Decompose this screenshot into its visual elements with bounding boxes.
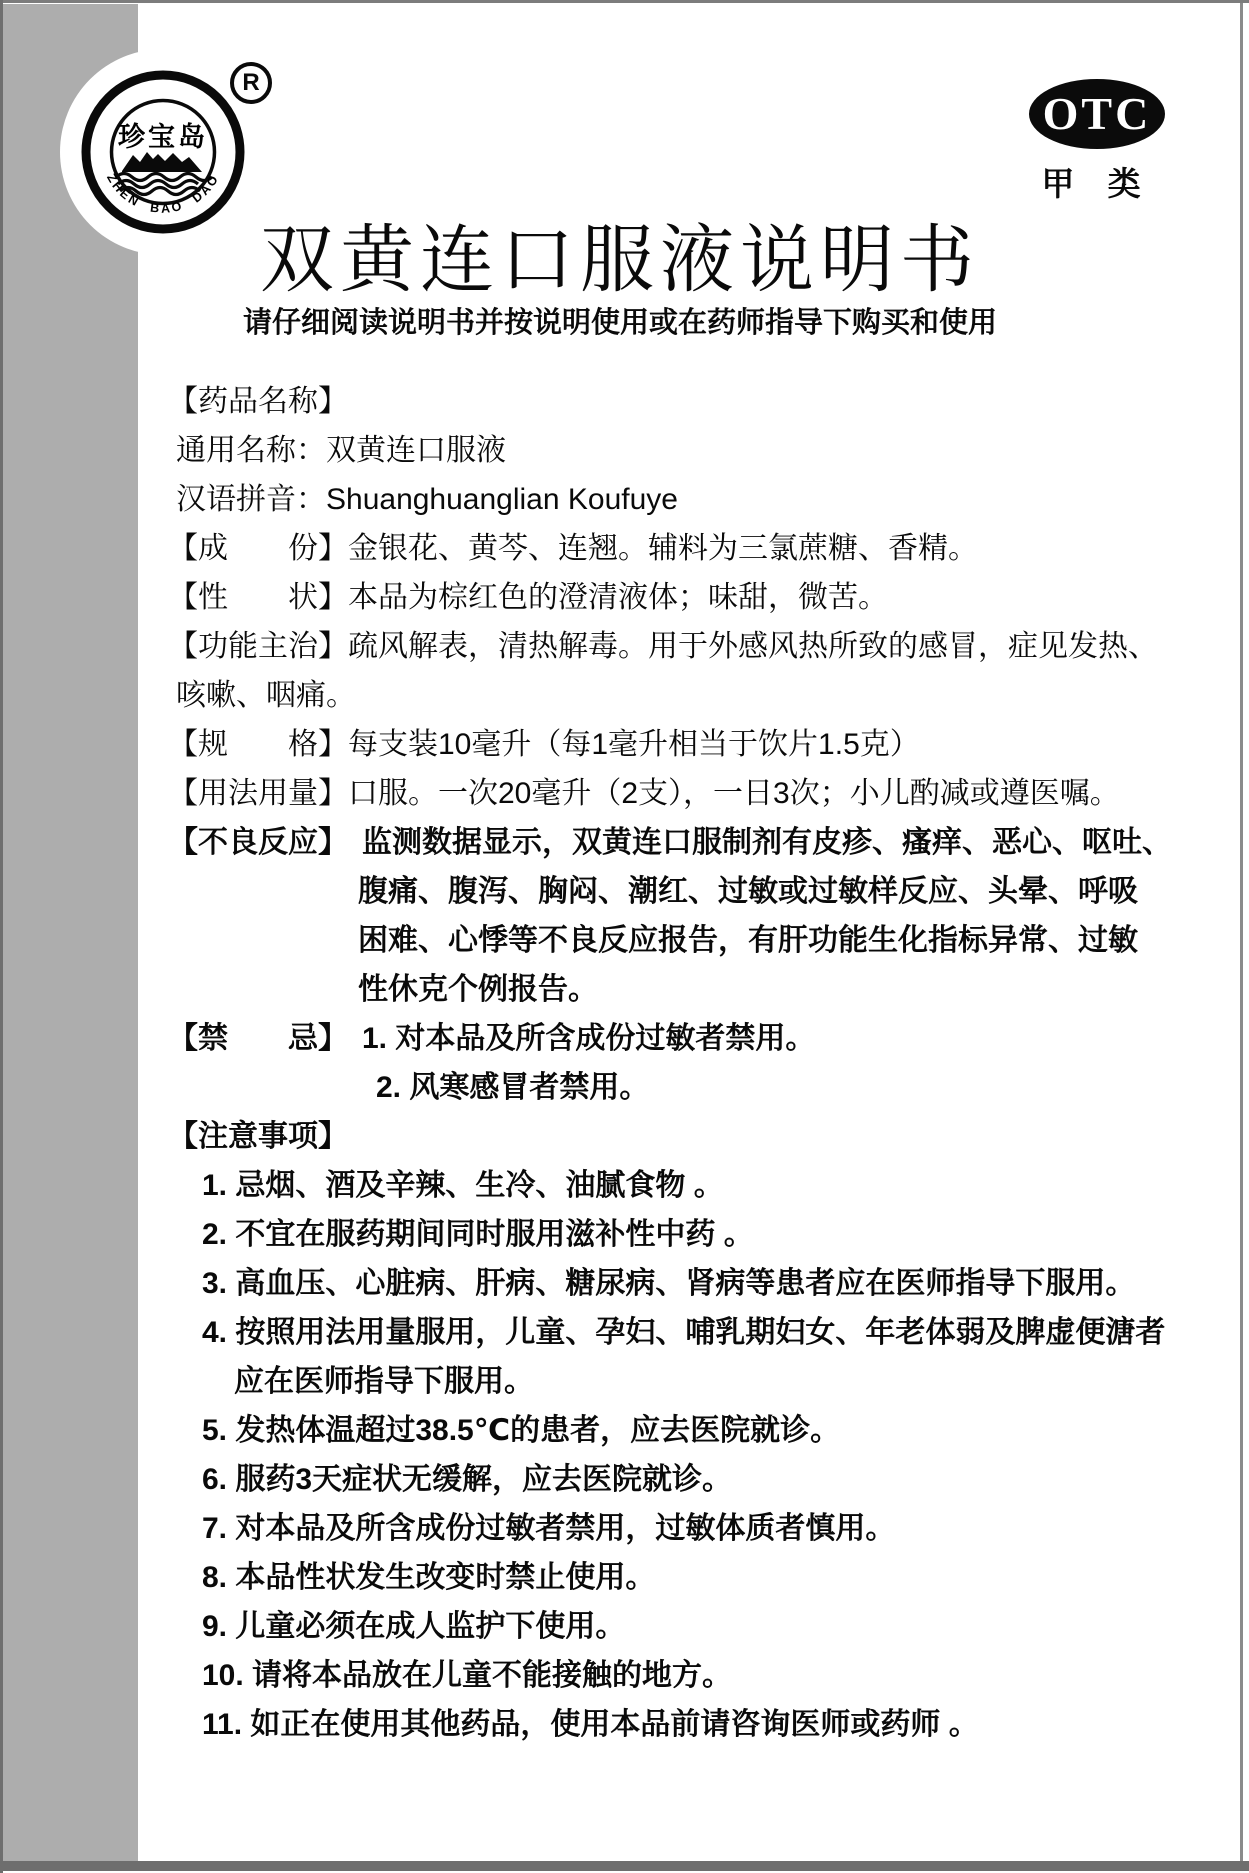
line-text: 4. 按照用法用量服用，儿童、孕妇、哺乳期妇女、年老体弱及脾虚便溏者 bbox=[202, 1316, 1166, 1349]
precaution-item bbox=[168, 1259, 1228, 1308]
line-text: 应在医师指导下服用。 bbox=[234, 1365, 534, 1398]
precaution-item bbox=[168, 1455, 1228, 1504]
section-ingredients bbox=[168, 524, 1228, 573]
section-properties bbox=[168, 573, 1228, 622]
precaution-item bbox=[168, 1210, 1228, 1259]
section-label: 【药品名称】 bbox=[168, 385, 348, 418]
precaution-item bbox=[168, 1553, 1228, 1602]
line-text: 7. 对本品及所含成份过敏者禁用，过敏体质者慎用。 bbox=[202, 1512, 896, 1545]
precaution-item bbox=[168, 1651, 1228, 1700]
section-label: 【成 份】 bbox=[168, 532, 348, 565]
left-gray-sidebar bbox=[3, 4, 138, 1861]
leaflet-body bbox=[168, 377, 1228, 1749]
line-text: 性休克个例报告。 bbox=[358, 973, 598, 1006]
section-drug-name bbox=[168, 377, 1228, 426]
line-text: 困难、心悸等不良反应报告，有肝功能生化指标异常、过敏 bbox=[358, 924, 1138, 957]
section-label: 【用法用量】 bbox=[168, 777, 348, 810]
otc-ellipse-icon bbox=[1029, 79, 1165, 149]
line-text: 11. 如正在使用其他药品，使用本品前请咨询医师或药师 。 bbox=[202, 1708, 979, 1741]
section-indications bbox=[168, 622, 1228, 671]
precaution-item bbox=[168, 1700, 1228, 1749]
section-dosage bbox=[168, 769, 1228, 818]
precaution-item bbox=[168, 1602, 1228, 1651]
section-label: 【禁 忌】 bbox=[168, 1022, 348, 1055]
adverse-cont-line bbox=[168, 965, 1228, 1014]
section-label: 【注意事项】 bbox=[168, 1120, 348, 1153]
line-text: 3. 高血压、心脏病、肝病、糖尿病、肾病等患者应在医师指导下服用。 bbox=[202, 1267, 1136, 1300]
section-precautions bbox=[168, 1112, 1228, 1161]
precaution-item bbox=[168, 1161, 1228, 1210]
line-text: 1. 忌烟、酒及辛辣、生冷、油腻食物 。 bbox=[202, 1169, 724, 1202]
line-text: 汉语拼音：Shuanghuanglian Koufuye bbox=[176, 483, 678, 516]
line-text: 8. 本品性状发生改变时禁止使用。 bbox=[202, 1561, 656, 1594]
generic-name-line bbox=[168, 426, 1228, 475]
line-text: 10. 请将本品放在儿童不能接触的地方。 bbox=[202, 1659, 733, 1692]
line-text: 9. 儿童必须在成人监护下使用。 bbox=[202, 1610, 626, 1643]
line-text: 6. 服药3天症状无缓解，应去医院就诊。 bbox=[202, 1463, 733, 1496]
otc-badge bbox=[1029, 79, 1165, 205]
line-text: 监测数据显示，双黄连口服制剂有皮疹、瘙痒、恶心、呕吐、 bbox=[362, 826, 1172, 859]
precaution-item-cont bbox=[168, 1357, 1228, 1406]
precaution-item bbox=[168, 1406, 1228, 1455]
line-text: 本品为棕红色的澄清液体；味甜，微苦。 bbox=[348, 581, 888, 614]
line-text: 金银花、黄芩、连翘。辅料为三氯蔗糖、香精。 bbox=[348, 532, 978, 565]
line-text: 口服。一次20毫升（2支），一日3次；小儿酌减或遵医嘱。 bbox=[348, 777, 1120, 810]
line-text: 2. 不宜在服药期间同时服用滋补性中药 。 bbox=[202, 1218, 754, 1251]
otc-label: OTC bbox=[1042, 88, 1152, 139]
precaution-item bbox=[168, 1308, 1228, 1357]
line-text: 咳嗽、咽痛。 bbox=[176, 679, 356, 712]
page-bottom-border bbox=[0, 1861, 1249, 1871]
adverse-cont-line bbox=[168, 916, 1228, 965]
page-right-border bbox=[1240, 3, 1243, 1861]
otc-class-label: 甲 类 bbox=[1041, 165, 1153, 202]
line-text: 疏风解表，清热解毒。用于外感风热所致的感冒，症见发热、 bbox=[348, 630, 1158, 663]
logo-name-text: 珍宝岛 bbox=[118, 122, 208, 152]
section-contraindications bbox=[168, 1014, 1228, 1063]
logo-caption-text: ZHEN BAO DAO bbox=[103, 171, 223, 216]
section-label: 【功能主治】 bbox=[168, 630, 348, 663]
line-text: 每支装10毫升（每1毫升相当于饮片1.5克） bbox=[348, 728, 920, 761]
registered-trademark-icon: R bbox=[230, 62, 272, 104]
contraindication-item bbox=[168, 1063, 1228, 1112]
line-text: 腹痛、腹泻、胸闷、潮红、过敏或过敏样反应、头晕、呼吸 bbox=[358, 875, 1138, 908]
page-top-border bbox=[0, 0, 1249, 3]
line-text: 5. 发热体温超过38.5℃的患者，应去医院就诊。 bbox=[202, 1414, 841, 1447]
section-label: 【规 格】 bbox=[168, 728, 348, 761]
indications-cont-line bbox=[168, 671, 1228, 720]
section-adverse-reactions bbox=[168, 818, 1228, 867]
page-left-border bbox=[0, 0, 3, 1873]
line-text: 2. 风寒感冒者禁用。 bbox=[376, 1071, 650, 1104]
leaflet-header bbox=[240, 220, 1000, 344]
line-text: 通用名称：双黄连口服液 bbox=[176, 434, 506, 467]
section-label: 【性 状】 bbox=[168, 581, 348, 614]
page-title: 双黄连口服液说明书 bbox=[260, 220, 980, 302]
section-specification bbox=[168, 720, 1228, 769]
precaution-item bbox=[168, 1504, 1228, 1553]
adverse-cont-line bbox=[168, 867, 1228, 916]
section-label: 【不良反应】 bbox=[168, 826, 348, 859]
page-subtitle: 请仔细阅读说明书并按说明使用或在药师指导下购买和使用 bbox=[242, 307, 997, 339]
pinyin-line bbox=[168, 475, 1228, 524]
line-text: 1. 对本品及所含成份过敏者禁用。 bbox=[362, 1022, 816, 1055]
